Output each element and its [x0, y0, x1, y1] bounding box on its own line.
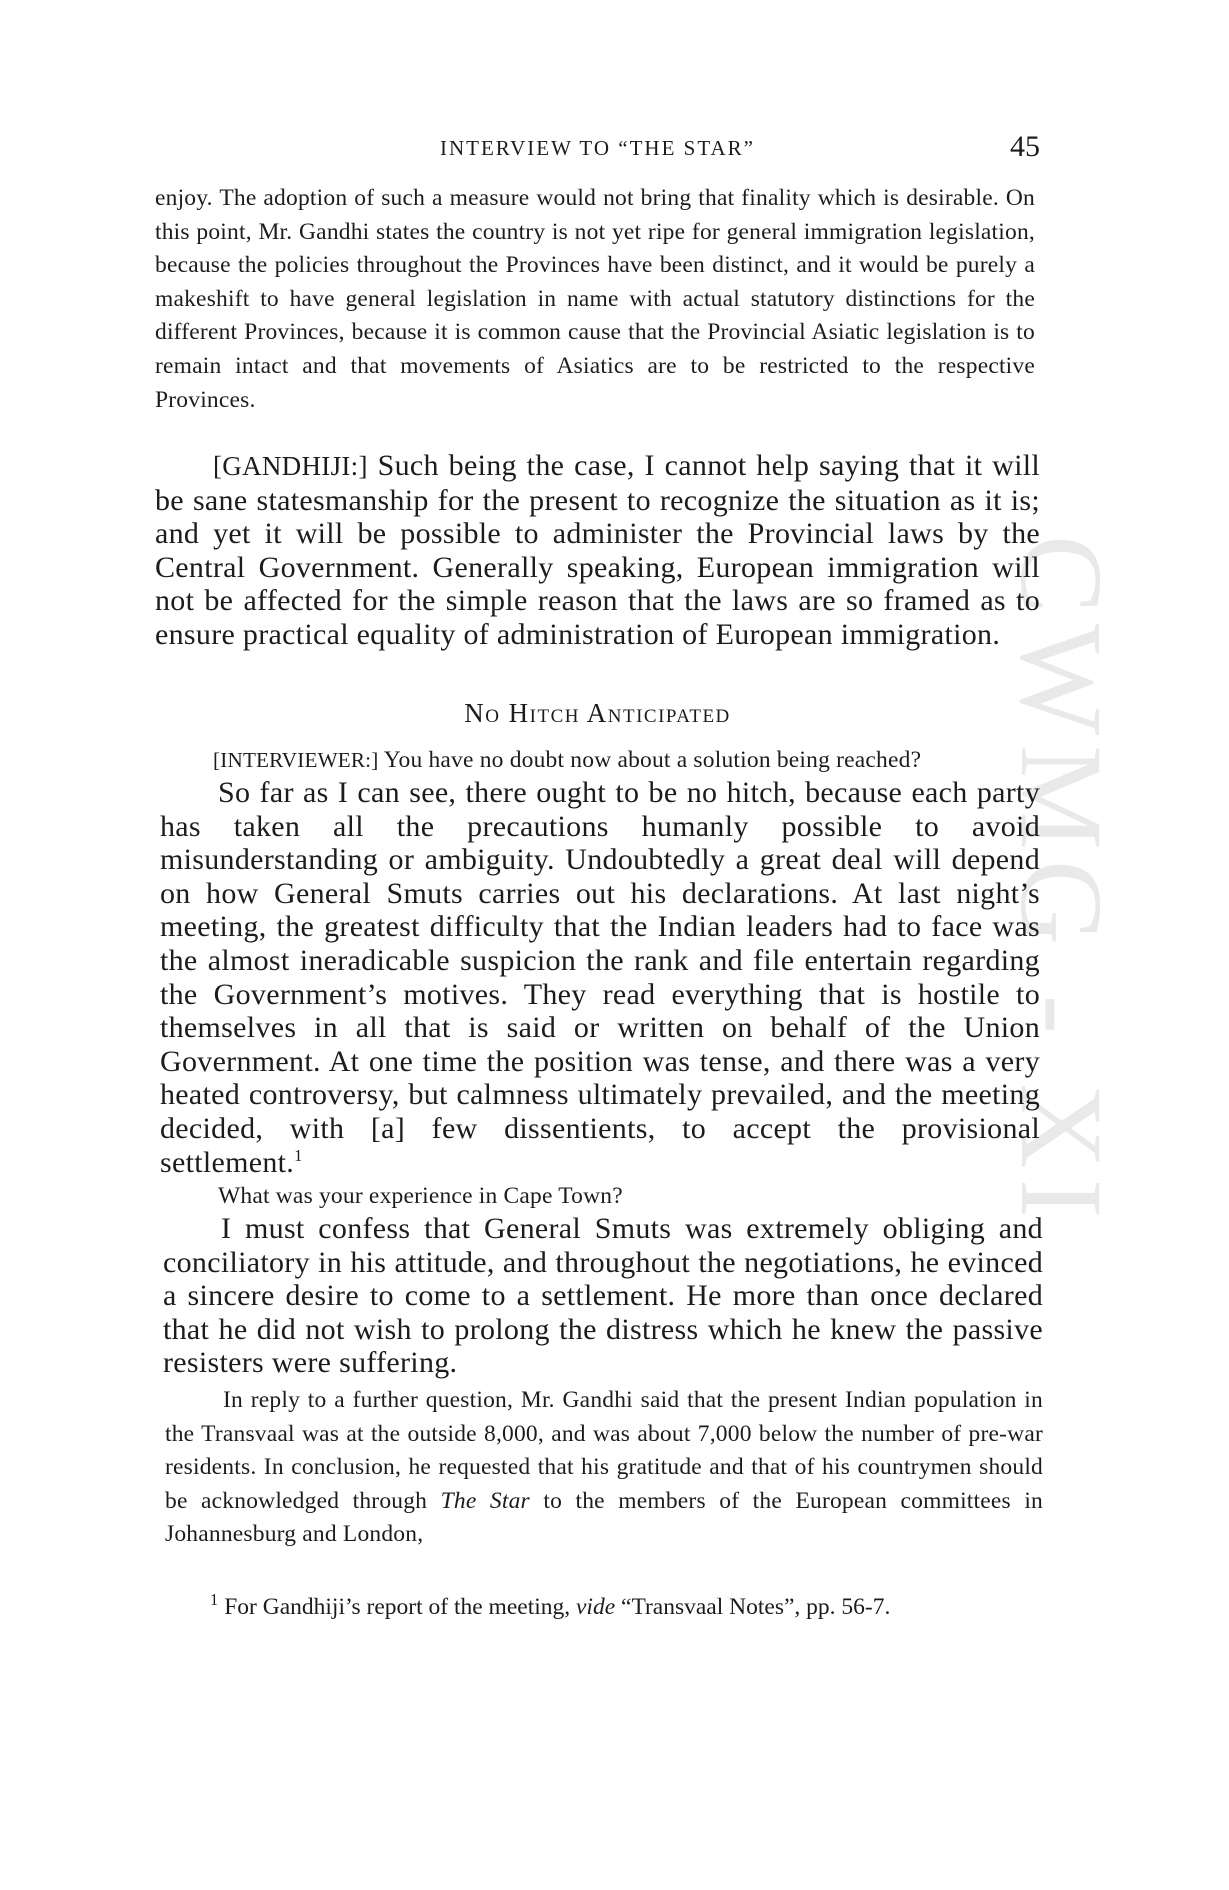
paragraph-4-body: So far as I can see, there ought to be no hitch, because each party has taken all the precautions humanly possible to avoid misunderstanding or ambiguity. Undoubtedly a great deal will depend on how General Smuts carries out his declarations. At last night’s meeting, the greatest difficulty that the Indian leaders had to face was the almost ineradicable suspicion the rank and file entertain regarding the Government’s motives. They read everything that is hostile to themselves in all that is said or written on behalf of the Union Government. At one time the position was tense, and there was a very heated controversy, but calmness ultimately prevailed, and the meeting decided, with [a] few dissentients, to accept the provisional settlement. — [160, 776, 1040, 1179]
paragraph-6-text: I must confess that General Smuts was extremely obliging and conciliatory in his attitude, and throughout the negotiations, he evinced a sincere desire to come to a settlement. He more than once declared that he did not wish to prolong the distress which he knew the passive resisters were suffering. — [163, 1212, 1043, 1380]
paragraph-2 — [155, 449, 1040, 652]
speaker-interviewer: [INTERVIEWER:] — [213, 748, 379, 772]
footnote-mark: 1 — [210, 1590, 219, 1610]
paragraph-2-text — [155, 449, 1040, 652]
paragraph-4-text — [160, 776, 1040, 1179]
paragraph-3-body: You have no doubt now about a solution being reached? — [383, 747, 922, 773]
footnote-text-a: For Gandhiji’s report of the meeting, — [224, 1594, 571, 1620]
paragraph-7-text — [165, 1384, 1043, 1552]
footnote-italic: vide — [576, 1594, 616, 1620]
paragraph-6 — [163, 1212, 1043, 1380]
footnote-text-b: “Transvaal Notes”, pp. 56-7. — [621, 1594, 891, 1620]
page-number: 45 — [1010, 130, 1040, 163]
paragraph-4 — [160, 776, 1040, 1179]
paragraph-5 — [160, 1180, 1040, 1214]
running-head — [155, 130, 1040, 170]
paragraph-3 — [155, 744, 1045, 778]
running-title: INTERVIEW TO “THE STAR” — [439, 136, 755, 160]
footnote-ref: 1 — [294, 1145, 303, 1165]
section-heading: No Hitch Anticipated — [464, 698, 731, 728]
paragraph-1 — [155, 182, 1035, 417]
footnote — [210, 1590, 1030, 1624]
paragraph-5-text: What was your experience in Cape Town? — [218, 1183, 623, 1209]
paragraph-7-body-a: In reply to a further question, Mr. Gandhi said that the present Indian population in the Transvaal was at the outside 8,000, and was about 7,000 below the number of pre-war residents. In conclusion, he requested that his gratitude and that of his countrymen should be acknowledged through — [165, 1387, 1043, 1514]
paragraph-3-text — [155, 744, 1045, 778]
paragraph-7 — [165, 1384, 1043, 1552]
paragraph-7-italic: The Star — [440, 1487, 530, 1514]
watermark: CWMG - XI — [996, 535, 1127, 1229]
paragraph-1-text: enjoy. The adoption of such a measure would not bring that finality which is desirable. On this point, Mr. Gandhi states the country is not yet ripe for general immigration legislation, because the policies throughout the Provinces have been distinct, and it would be purely a makeshift to have general legislation in name with actual statutory distinctions for the different Provinces, because it is common cause that the Provincial Asiatic legislation is to remain intact and that movements of Asiatics are to be restricted to the respective Provinces. — [155, 185, 1035, 413]
paragraph-7-body-b: to the members of the European committees in Johannesburg and London, — [165, 1487, 1044, 1548]
paragraph-2-body: Such being the case, I cannot help saying that it will be sane statesmanship for the present to recognize the situation as it is; and yet it will be possible to administer the Provincial laws by the Central Government. Generally speaking, European immigration will not be affected for the simple reason that the laws are so framed as to ensure practical equality of administration of European immigration. — [155, 449, 1040, 651]
speaker-gandhiji: [GANDHIJI:] — [213, 451, 368, 481]
